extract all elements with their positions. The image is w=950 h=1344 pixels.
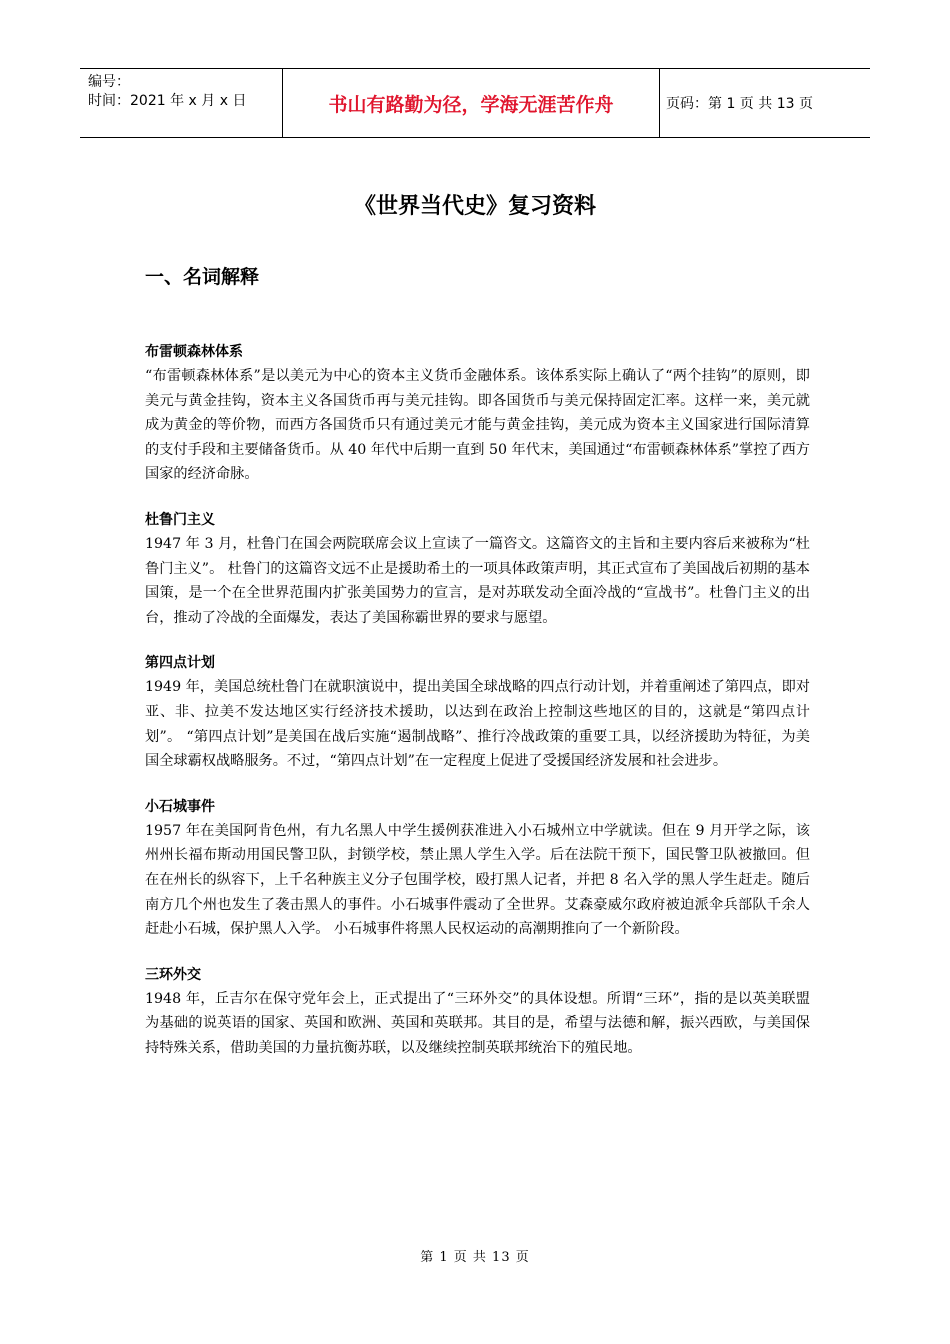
term-three-circles-diplomacy [145,963,810,1061]
term-text: “布雷顿森林体系”是以美元为中心的资本主义货币金融体系。该体系实际上确认了“两个挂钩”的原则，即美元与黄金挂钩，资本主义各国货币再与美元挂钩。即各国货币与美元保持固定汇率。这样一来，美元就成为黄金的等价物，而西方各国货币只有通过美元才能与黄金挂钩，美元成为资本主义国家进行国际清算的支付手段和主要储备货币。从 40 年代中后期一直到 50 年代末，美国通过“布雷顿森林体系”掌控了西方国家的经济命脉。 [145,368,810,483]
page-footer: 第 1 页 共 13 页 [420,1250,530,1265]
header-left-cell [80,69,282,137]
term-bretton-woods [145,340,810,487]
term-title: 杜鲁门主义 [145,511,215,528]
term-text: 1957 年在美国阿肯色州，有九名黑人中学生援例获准进入小石城州立中学就读。但在 9 月开学之际，该州州长福布斯动用国民警卫队，封锁学校，禁止黑人学生入学。后在法院干预下，国民警卫队被撤回。但在在州长的纵容下，上千名种族主义分子包围学校，殴打黑人记者，并把 8 名入学的黑人学生赶走。随后南方几个州也发生了袭击黑人的事件。小石城事件震动了全世界。艾森豪威尔政府被迫派伞兵部队千余人赶赴小石城，保护黑人入学。 小石城事件将黑人民权运动的高潮期推向了一个新阶段。 [145,822,810,938]
date-label: 时间：2021 年 x 月 x 日 [88,93,247,109]
document-title: 《世界当代史》复习资料 [353,194,596,219]
term-point-four-program [145,651,810,773]
term-title: 第四点计划 [145,655,215,672]
term-title: 布雷顿森林体系 [145,344,243,360]
term-title: 三环外交 [145,966,201,983]
term-truman-doctrine [145,508,810,630]
term-little-rock-incident [145,795,810,942]
term-text: 1948 年，丘吉尔在保守党年会上，正式提出了“三环外交”的具体设想。所谓“三环”，指的是以英美联盟为基础的说英语的国家、英国和欧洲、英国和英联邦。其目的是，希望与法德和解，振兴西欧，与美国保持特殊关系，借助美国的力量抗衡苏联，以及继续控制英联邦统治下的殖民地。 [145,990,810,1056]
motto: 书山有路勤为径，学海无涯苦作舟 [282,69,660,137]
section-heading: 一、名词解释 [145,266,260,288]
header-table [80,68,870,138]
page-info: 页码：第 1 页 共 13 页 [666,96,813,112]
term-text: 1949 年，美国总统杜鲁门在就职演说中，提出美国全球战略的四点行动计划，并着重阐述了第四点，即对亚、非、拉美不发达地区实行经济技术援助，以达到在政治上控制这些地区的目的，这就是“第四点计划”。 “第四点计划”是美国在战后实施“遏制战略”、推行冷战政策的重要工具，以经济援助为特征，为美国全球霸权战略服务。不过，“第四点计划”在一定程度上促进了受援国经济发展和社会进步。 [145,679,810,770]
number-label: 编号： [88,74,130,90]
document-body [145,340,810,1081]
term-title: 小石城事件 [145,798,215,815]
term-text: 1947 年 3 月，杜鲁门在国会两院联席会议上宣读了一篇咨文。这篇咨文的主旨和主要内容后来被称为“杜鲁门主义”。 杜鲁门的这篇咨文远不止是援助希土的一项具体政策声明，其正式宣布了美国战后初期的基本国策，是一个在全世界范围内扩张美国势力的宣言，是对苏联发动全面冷战的“宣战书”。杜鲁门主义的出台，推动了冷战的全面爆发，表达了美国称霸世界的要求与愿望。 [145,535,810,626]
